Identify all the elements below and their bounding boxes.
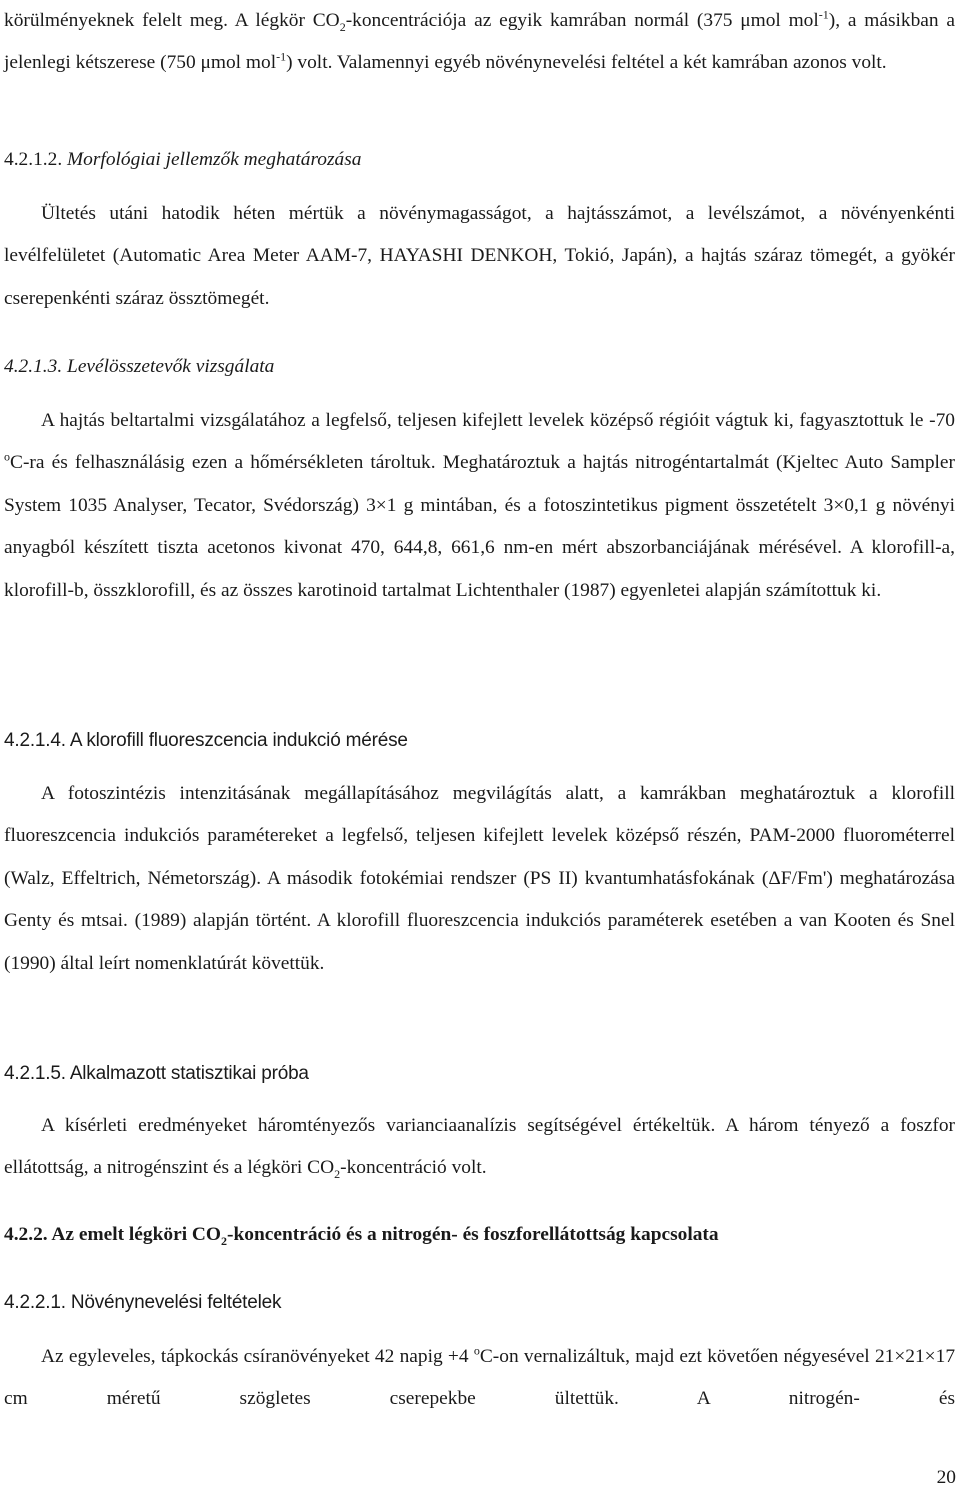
section-heading-422: 4.2.2. Az emelt légköri $CO_2$-koncentráció és a nitrogén- és foszforellátottság kapcsolata <box>4 1224 719 1248</box>
section-heading-4212: 4.2.1.2. Morfológiai jellemzők meghatározása <box>4 149 362 170</box>
section-paragraph-4212: Ültetés utáni hatodik héten mértük a növénymagasságot, a hajtásszámot, a levélszámot, a növényenkénti levélfelületet (Automatic Area Meter AAM-7, HAYASHI DENKOH, Tokió, Japán), a hajtás száraz tömegét, a gyökér cserepenkénti száraz össztömegét. <box>4 203 955 309</box>
section-heading-4215: 4.2.1.5. Alkalmazott statisztikai próba <box>4 1063 309 1084</box>
section-paragraph-4214: A fotoszintézis intenzitásának megállapításához megvilágítás alatt, a kamrákban meghatároztuk a klorofill fluoreszcencia indukciós paramétereket a legfelső, teljesen kifejlett levelek középső részén, PAM-2000 fluorométerrel (Walz, Effeltrich, Németország). A második fotokémiai rendszer (PS II) kvantumhatásfokának (ΔF/Fm') meghatározása Genty és mtsai. (1989) alapján történt. A klorofill fluoreszcencia indukciós paraméterek esetében a van Kooten és Snel (1990) által leírt nomenklatúrát követtük. <box>4 783 955 974</box>
section-heading-4214: 4.2.1.4. A klorofill fluoreszcencia indukció mérése <box>4 730 408 751</box>
intro-paragraph: körülményeknek felelt meg. A légkör $CO_2$-koncentrációja az egyik kamrában normál (375 μmol mol$^{-1}$), a másikban a jelenlegi kétszerese (750 μmol mol$^{-1}$) volt. Valamennyi egyéb növénynevelési feltétel a két kamrában azonos volt. <box>4 7 956 74</box>
section-heading-4221: 4.2.2.1. Növénynevelési feltételek <box>4 1292 282 1313</box>
section-paragraph-4213: A hajtás beltartalmi vizsgálatához a legfelső, teljesen kifejlett levelek középső régióit vágtuk ki, fagyasztottuk le -70 $^o$C-ra és felhasználásig ezen a hőmérsékleten tároltuk. Meghatároztuk a hajtás nitrogéntartalmát (Kjeltec Auto Sampler System 1035 Analyser, Tecator, Svédország) 3×1 g mintában, és a fotoszintetikus pigment összetételt 3×0,1 g növényi anyagból készített tiszta acetonos kivonat 470, 644,8, 661,6 nm-en mért abszorbanciájának mérésével. A klorofill-a, klorofill-b, összklorofill, és az összes karotinoid tartalmat Lichtenthaler (1987) egyenletei alapján számítottuk ki. <box>4 410 955 601</box>
page-number: 20 <box>936 1467 956 1488</box>
section-paragraph-4215: A kísérleti eredményeket háromtényezős varianciaanalízis segítségével értékeltük. A három tényező a foszfor ellátottság, a nitrogénszint és a légköri $CO_2$-koncentráció volt. <box>4 1115 955 1182</box>
section-heading-4213: 4.2.1.3. Levélösszetevők vizsgálata <box>4 356 275 377</box>
section-paragraph-4221: Az egyleveles, tápkockás csíranövényeket 42 napig +4 $^o$C-on vernalizáltuk, majd ezt követően négyesével 21×21×17 cm méretű szögletes cserepekbe ültettük. A nitrogén- és <box>4 1343 956 1410</box>
